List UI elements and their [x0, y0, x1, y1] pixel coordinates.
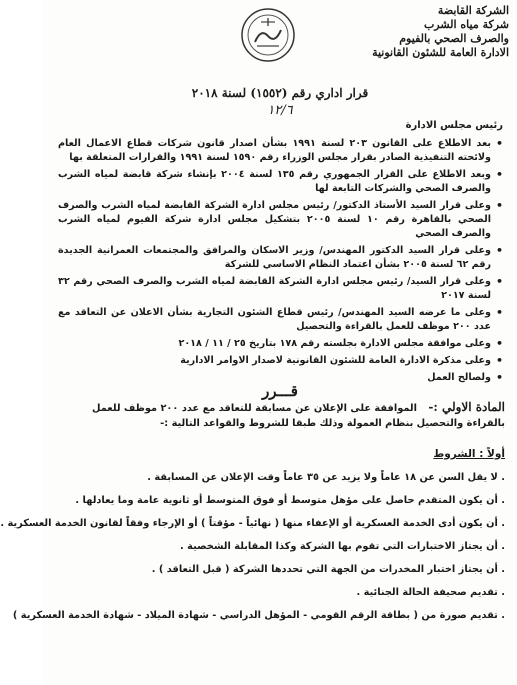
- company-seal-logo-icon: [233, 6, 303, 64]
- conditions-list: [0, 466, 505, 627]
- preamble-item: • ولصالح العمل: [58, 371, 503, 385]
- letterhead: [329, 4, 509, 60]
- article-one-label: المادة الاولي :-: [428, 400, 505, 414]
- preamble-item: • وعلى قرار السيد الدكتور المهندس/ وزير الاسكان والمرافق والمجتمعات العمرانية الجديدة رقم ٦٢ لسنة ٢٠٠٥ بشأن اعتماد النظام الاساسي للشركة: [58, 244, 503, 272]
- preamble-list: [58, 137, 503, 388]
- decides-heading: قـــرر: [262, 382, 298, 400]
- condition-item: . أن يجتاز الاختبارات التي تقوم بها الشركة وكذا المقابلة الشخصية .: [180, 541, 505, 552]
- decree-handwritten-date: ١٢/٦: [267, 103, 293, 118]
- article-one-text: الموافقة على الإعلان عن مسابقة للتعاقد مع عدد ٢٠٠ موظف للعمل بالقراءة والتحصيل بنظام العمولة وذلك طبقا للشروط والقواعد التالية :-: [92, 403, 505, 429]
- preamble-item: • وعلى موافقة مجلس الادارة بجلسته رقم ١٧٨ بتاريخ ٢٥ / ١١ / ٢٠١٨: [58, 337, 503, 351]
- letterhead-department: الادارة العامة للشئون القانونية: [372, 46, 509, 59]
- preamble-item: • وعلى قرار السيد/ رئيس مجلس ادارة الشركة القابضة لمياه الشرب والصرف الصحي رقم ٣٢ لسنة ٢٠١٧: [58, 275, 503, 303]
- condition-item: . أن يكون أدى الخدمة العسكرية أو الإعفاء منها ( نهائياً - مؤقتاً ) أو الإرجاء وفقاً لقانون الخدمة العسكرية .: [0, 518, 505, 529]
- condition-item: . لا يقل السن عن ١٨ عاماً ولا يزيد عن ٣٥ عاماً وقت الإعلان عن المسابقة .: [147, 472, 505, 483]
- preamble-item: • بعد الاطلاع على القانون ٢٠٣ لسنة ١٩٩١ بشأن اصدار قانون شركات قطاع الاعمال العام ولائحته التنفيذية الصادر بقرار مجلس الوزراء رقم ١٥٩٠ لسنة ١٩٩١ والقرارات المتعلقة بها: [58, 137, 503, 165]
- condition-item: . أن يكون المتقدم حاصل على مؤهل متوسط أو فوق المتوسط أو ثانوية عامة وما يعادلها .: [75, 495, 505, 506]
- decree-title: قرار اداري رقم (١٥٥٢) لسنة ٢٠١٨: [191, 86, 369, 100]
- condition-item: . أن يجتاز اختبار المخدرات من الجهة التي تحددها الشركة ( قبل التعاقد ) .: [151, 564, 505, 575]
- letterhead-company-region: والصرف الصحي بالفيوم: [399, 32, 509, 45]
- letterhead-company-name: شركة مياه الشرب: [423, 18, 509, 31]
- preamble-item: • وعلى مذكرة الادارة العامة للشئون القانونية لاصدار الاوامر الادارية: [58, 354, 503, 368]
- preamble-item: • وعلى ما عرضه السيد المهندس/ رئيس قطاع الشئون التجارية بشأن الاعلان عن التعاقد مع عدد ٢٠٠ موظف للعمل بالقراءة والتحصيل: [58, 306, 503, 334]
- letterhead-holding-company: الشركة القابضة: [437, 4, 509, 17]
- article-one: [55, 400, 505, 431]
- preamble-item: • وبعد الاطلاع على القرار الجمهوري رقم ١٣٥ لسنة ٢٠٠٤ بإنشاء شركة قابضة لمياه الشرب والصرف الصحي والشركات التابعة لها: [58, 168, 503, 196]
- addressee: رئيس مجلس الادارة: [405, 120, 503, 131]
- condition-item: . تقديم صحيفة الحالة الجنائية .: [356, 587, 505, 598]
- conditions-heading: أولاً : الشروط: [433, 448, 505, 460]
- condition-item: . تقديم صورة من ( بطاقة الرقم القومي - المؤهل الدراسي - شهادة الميلاد - شهادة الخدمة العسكرية ): [12, 610, 505, 621]
- preamble-item: • وعلى قرار السيد الأستاذ الدكتور/ رئيس مجلس ادارة الشركة القابضة لمياه الشرب والصرف الصحي بالقاهرة رقم ١٠ لسنة ٢٠٠٥ بتشكيل مجلس ادارة شركة الفيوم لمياه الشرب والصرف الصحي: [58, 199, 503, 241]
